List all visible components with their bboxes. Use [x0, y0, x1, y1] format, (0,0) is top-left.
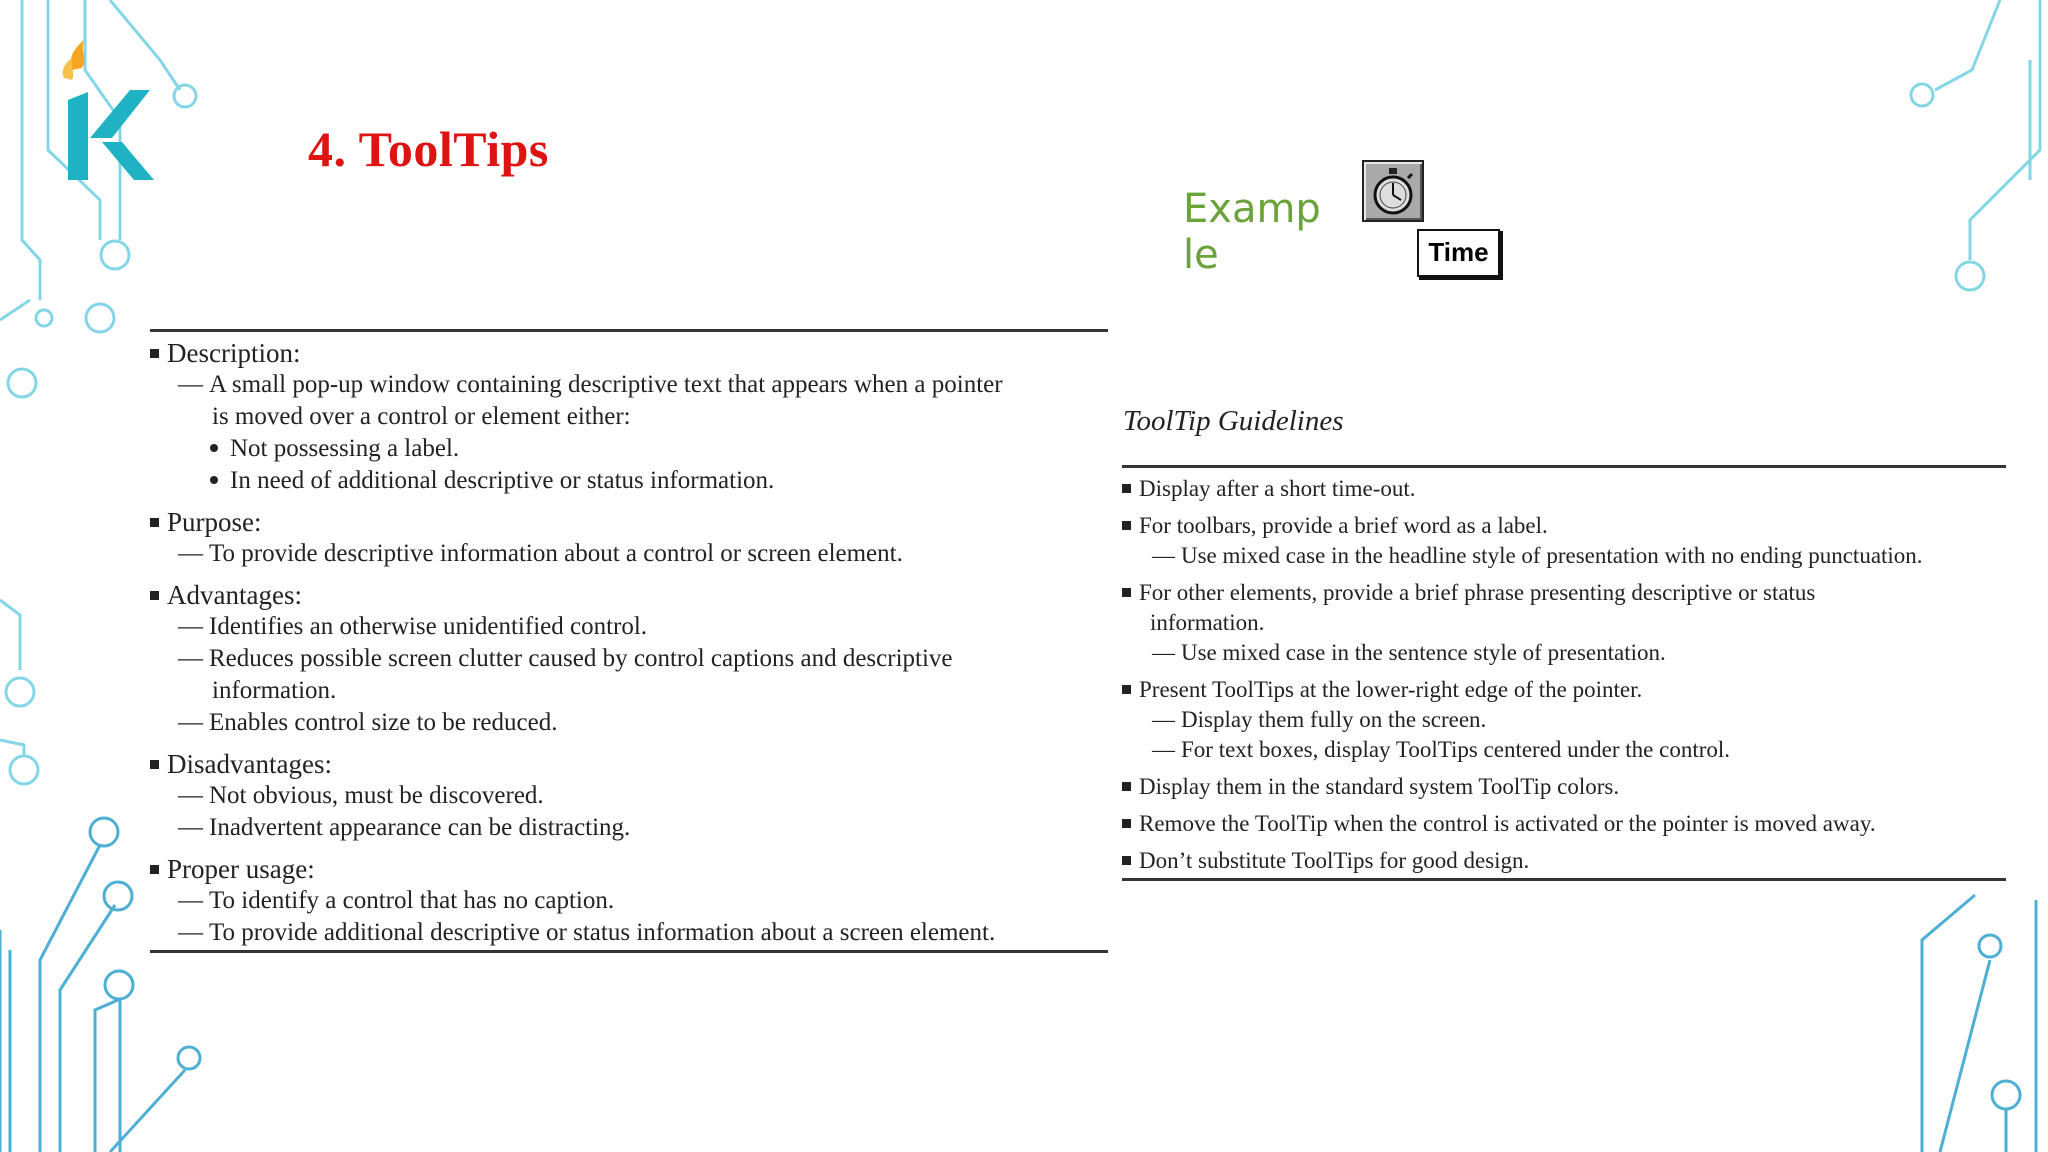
list-item-cont: is moved over a control or element either:	[212, 403, 631, 430]
right-bottom-rule	[1122, 878, 2006, 881]
square-bullet	[1122, 484, 1131, 493]
guideline-item: Display after a short time-out.	[1122, 474, 2012, 504]
slide-title: 4. ToolTips	[308, 121, 549, 177]
list-item: Not possessing a label.	[150, 433, 1110, 465]
stopwatch-button[interactable]	[1362, 160, 1424, 222]
square-bullet	[1122, 819, 1131, 828]
square-bullet	[1122, 588, 1131, 597]
guideline-item: Remove the ToolTip when the control is activated or the pointer is moved away.	[1122, 809, 2012, 839]
guideline-item: Display them in the standard system ToolTip colors.	[1122, 772, 2012, 802]
list-item: — Enables control size to be reduced.	[178, 709, 558, 736]
left-top-rule	[150, 329, 1108, 332]
square-bullet	[150, 760, 159, 769]
square-bullet	[150, 518, 159, 527]
guideline-item: Don’t substitute ToolTips for good design.	[1122, 846, 2012, 876]
square-bullet	[1122, 521, 1131, 530]
section-head: Advantages:	[167, 580, 302, 610]
right-panel	[1122, 474, 2012, 883]
example-label: Example	[1183, 186, 1321, 278]
list-item: — To provide additional descriptive or status information about a screen element.	[178, 919, 996, 946]
left-bottom-rule	[150, 950, 1108, 953]
list-item: In need of additional descriptive or status information.	[150, 465, 1110, 497]
square-bullet	[1122, 782, 1131, 791]
section-head: Proper usage:	[167, 854, 315, 884]
dot-bullet	[210, 476, 218, 484]
list-item: — Reduces possible screen clutter caused by control captions and descriptive	[178, 645, 953, 672]
section-description	[150, 337, 1110, 497]
list-item: — To provide descriptive information about a control or screen element.	[178, 540, 903, 567]
dot-bullet	[210, 444, 218, 452]
section-advantages	[150, 579, 1110, 739]
list-item: — Inadvertent appearance can be distracting.	[178, 814, 631, 841]
guideline-item: Present ToolTips at the lower-right edge of the pointer. — Display them fully on the screen. — For text boxes, display ToolTips centered under the control.	[1122, 675, 2012, 765]
list-item-cont: information.	[212, 677, 337, 704]
section-head: Purpose:	[167, 507, 262, 537]
section-head: Description:	[167, 338, 301, 368]
stopwatch-icon	[1364, 162, 1422, 220]
section-purpose	[150, 506, 1110, 570]
right-top-rule	[1122, 465, 2006, 468]
section-disadvantages	[150, 748, 1110, 844]
list-item: — A small pop-up window containing descriptive text that appears when a pointer	[178, 371, 1003, 398]
square-bullet	[150, 349, 159, 358]
guideline-item: For toolbars, provide a brief word as a label. — Use mixed case in the headline style of presentation with no ending punctuation.	[1122, 511, 2012, 571]
square-bullet	[1122, 856, 1131, 865]
square-bullet	[1122, 685, 1131, 694]
list-item: — Identifies an otherwise unidentified control.	[178, 613, 648, 640]
section-proper-usage	[150, 853, 1110, 949]
guidelines-title: ToolTip Guidelines	[1123, 405, 1344, 437]
k-logo	[50, 40, 160, 190]
square-bullet	[150, 865, 159, 874]
section-head: Disadvantages:	[167, 749, 332, 779]
list-item: — Not obvious, must be discovered.	[178, 782, 544, 809]
list-item: — To identify a control that has no caption.	[178, 887, 615, 914]
tooltip-example: Time	[1417, 229, 1500, 277]
left-panel	[150, 337, 1110, 958]
guideline-item: For other elements, provide a brief phrase presenting descriptive or status information. — Use mixed case in the sentence style of presentation.	[1122, 578, 2012, 668]
square-bullet	[150, 591, 159, 600]
